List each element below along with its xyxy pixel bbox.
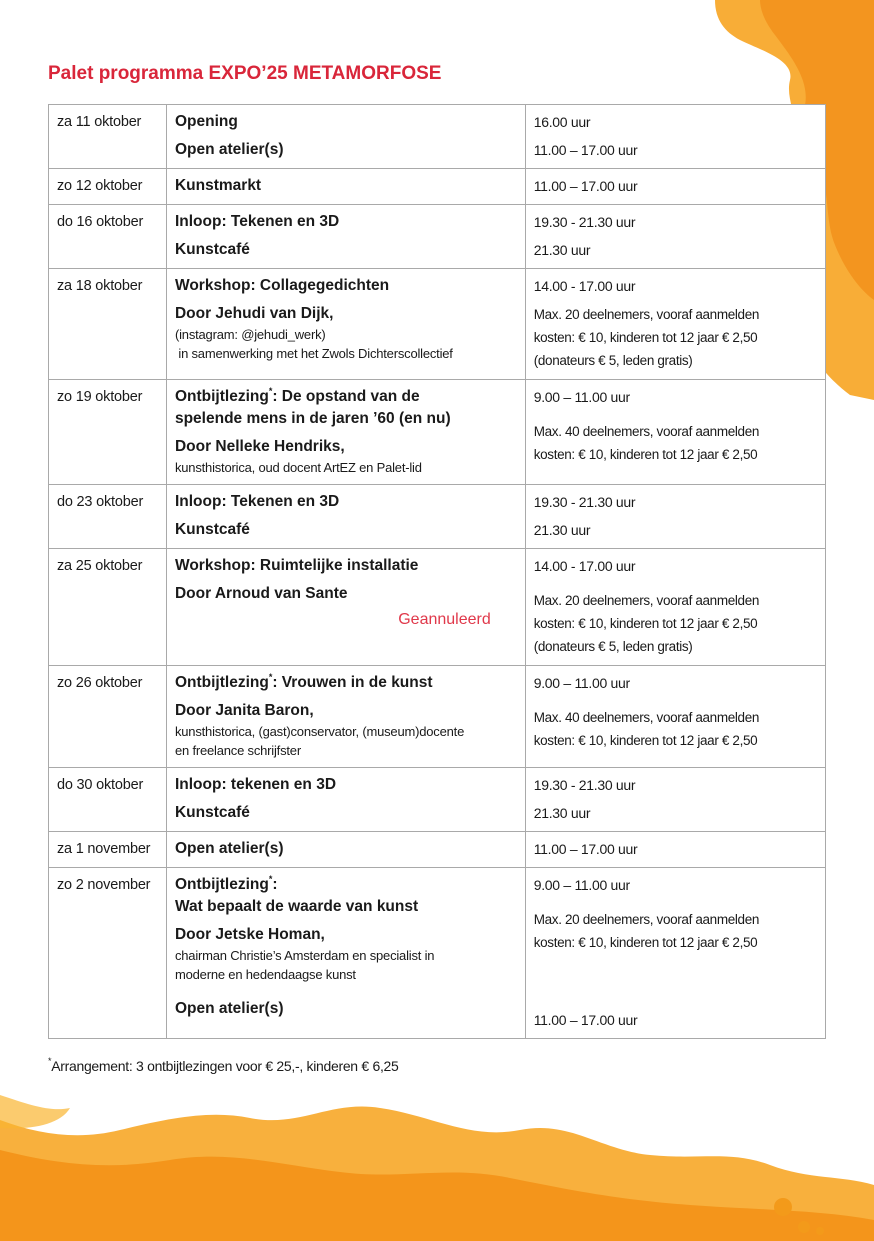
time-value: 9.00 – 11.00 uur [533, 877, 630, 893]
event-date: za 25 oktober [49, 549, 167, 666]
footnote [48, 1058, 399, 1074]
activity-title: Inloop: Tekenen en 3D [174, 213, 340, 230]
activity-title [175, 672, 517, 694]
footnote-text: Arrangement: 3 ontbijtlezingen voor € 25,-, kinderen € 6,25 [51, 1058, 399, 1074]
activity-title-part: : Vrouwen in de kunst [272, 674, 433, 691]
time-value: 9.00 – 11.00 uur [533, 675, 630, 691]
speaker-name: Door Janita Baron, [174, 702, 314, 719]
info-line: Max. 20 deelnemers, vooraf aanmelden [533, 593, 760, 608]
speaker-detail: kunsthistorica, (gast)conservator, (museum)docente [174, 724, 465, 739]
cancelled-label: Geannuleerd [398, 611, 491, 628]
info-line: kosten: € 10, kinderen tot 12 jaar € 2,50 [533, 616, 758, 631]
time-value: 19.30 - 21.30 uur [533, 777, 636, 793]
event-date: za 11 oktober [49, 105, 167, 169]
table-row [49, 169, 826, 205]
info-line: kosten: € 10, kinderen tot 12 jaar € 2,50 [533, 330, 758, 345]
speaker-name: Door Nelleke Hendriks, [174, 438, 345, 455]
speaker-detail: kunsthistorica, oud docent ArtEZ en Palet-lid [174, 460, 422, 475]
event-time [525, 868, 825, 1039]
event-activity [166, 169, 525, 205]
footnote-star: * [268, 671, 273, 682]
info-line: Max. 20 deelnemers, vooraf aanmelden [533, 307, 760, 322]
event-activity [166, 205, 525, 269]
table-row [49, 105, 826, 169]
event-activity [166, 666, 525, 768]
activity-title: Kunstcafé [174, 521, 250, 538]
event-activity [166, 832, 525, 868]
activity-title [175, 874, 517, 896]
table-row [49, 549, 826, 666]
event-activity [166, 549, 525, 666]
event-date: za 18 oktober [49, 269, 167, 380]
info-line: (donateurs € 5, leden gratis) [533, 353, 693, 368]
event-date: zo 12 oktober [49, 169, 167, 205]
time-value: 19.30 - 21.30 uur [533, 494, 636, 510]
event-time [525, 549, 825, 666]
event-date: zo 2 november [49, 868, 167, 1039]
time-value: 21.30 uur [533, 242, 591, 258]
time-value: 11.00 – 17.00 uur [533, 841, 638, 857]
info-line: Max. 40 deelnemers, vooraf aanmelden [533, 710, 760, 725]
event-time [525, 205, 825, 269]
time-value: 21.30 uur [533, 805, 591, 821]
table-row [49, 380, 826, 485]
info-line: kosten: € 10, kinderen tot 12 jaar € 2,50 [533, 935, 758, 950]
event-activity [166, 868, 525, 1039]
speaker-detail: en freelance schrijfster [174, 743, 301, 758]
event-date: do 23 oktober [49, 485, 167, 549]
activity-title: Opening [174, 113, 238, 130]
footnote-star: * [268, 385, 273, 396]
speaker-detail: in samenwerking met het Zwols Dichterscollectief [174, 346, 453, 361]
time-value: 19.30 - 21.30 uur [533, 214, 636, 230]
table-row [49, 832, 826, 868]
event-activity [166, 485, 525, 549]
time-value: 11.00 – 17.00 uur [533, 142, 638, 158]
speaker-name: Door Arnoud van Sante [174, 585, 348, 602]
speaker-detail: (instagram: @jehudi_werk) [174, 327, 326, 342]
page-title: Palet programma EXPO’25 METAMORFOSE [48, 63, 442, 84]
activity-title: Workshop: Ruimtelijke installatie [174, 557, 419, 574]
event-activity [166, 768, 525, 832]
table-row [49, 485, 826, 549]
info-line: Max. 40 deelnemers, vooraf aanmelden [533, 424, 760, 439]
event-time [525, 832, 825, 868]
activity-title: Workshop: Collagegedichten [174, 277, 390, 294]
time-value: 21.30 uur [533, 522, 591, 538]
info-line: kosten: € 10, kinderen tot 12 jaar € 2,50 [533, 447, 758, 462]
time-value: 14.00 - 17.00 uur [533, 278, 636, 294]
activity-title: Kunstcafé [174, 241, 250, 258]
event-activity [166, 380, 525, 485]
event-date: za 1 november [49, 832, 167, 868]
activity-title-part: Ontbijtlezing [174, 388, 269, 405]
event-date: zo 26 oktober [49, 666, 167, 768]
speaker-detail: moderne en hedendaagse kunst [174, 967, 356, 982]
table-row [49, 269, 826, 380]
activity-title: Kunstcafé [174, 804, 250, 821]
activity-title: Open atelier(s) [174, 840, 284, 857]
footnote-star: * [48, 1056, 52, 1067]
footnote-star: * [268, 873, 273, 884]
time-value: 11.00 – 17.00 uur [533, 178, 638, 194]
time-value: 16.00 uur [533, 114, 591, 130]
speaker-name: Door Jetske Homan, [174, 926, 325, 943]
event-time [525, 485, 825, 549]
time-value: 9.00 – 11.00 uur [533, 389, 630, 405]
event-activity [166, 269, 525, 380]
activity-title-part: Ontbijtlezing [174, 674, 269, 691]
activity-title: Inloop: Tekenen en 3D [174, 493, 340, 510]
event-time [525, 380, 825, 485]
speaker-detail: chairman Christie’s Amsterdam en specialist in [174, 948, 435, 963]
event-time [525, 666, 825, 768]
activity-title: Inloop: tekenen en 3D [174, 776, 337, 793]
activity-title-part: Ontbijtlezing [174, 876, 269, 893]
table-row [49, 768, 826, 832]
info-line: Max. 20 deelnemers, vooraf aanmelden [533, 912, 760, 927]
info-line: kosten: € 10, kinderen tot 12 jaar € 2,50 [533, 733, 758, 748]
event-time [525, 169, 825, 205]
speaker-name: Door Jehudi van Dijk, [174, 305, 334, 322]
event-time [525, 768, 825, 832]
activity-title-part: : [272, 876, 278, 893]
program-table [48, 104, 826, 1039]
event-date: do 30 oktober [49, 768, 167, 832]
activity-title: Open atelier(s) [174, 1000, 284, 1017]
activity-title [175, 386, 517, 408]
table-row [49, 666, 826, 768]
time-value: 14.00 - 17.00 uur [533, 558, 636, 574]
event-date: zo 19 oktober [49, 380, 167, 485]
time-value: 11.00 – 17.00 uur [533, 1012, 638, 1028]
event-time [525, 269, 825, 380]
activity-title: Kunstmarkt [174, 177, 262, 194]
table-row [49, 205, 826, 269]
activity-title: spelende mens in de jaren ’60 (en nu) [174, 410, 451, 427]
event-time [525, 105, 825, 169]
event-date: do 16 oktober [49, 205, 167, 269]
table-row [49, 868, 826, 1039]
info-line: (donateurs € 5, leden gratis) [533, 639, 693, 654]
event-activity [166, 105, 525, 169]
activity-title: Open atelier(s) [174, 141, 284, 158]
activity-title: Wat bepaalt de waarde van kunst [174, 898, 419, 915]
activity-title-part: : De opstand van de [272, 388, 420, 405]
